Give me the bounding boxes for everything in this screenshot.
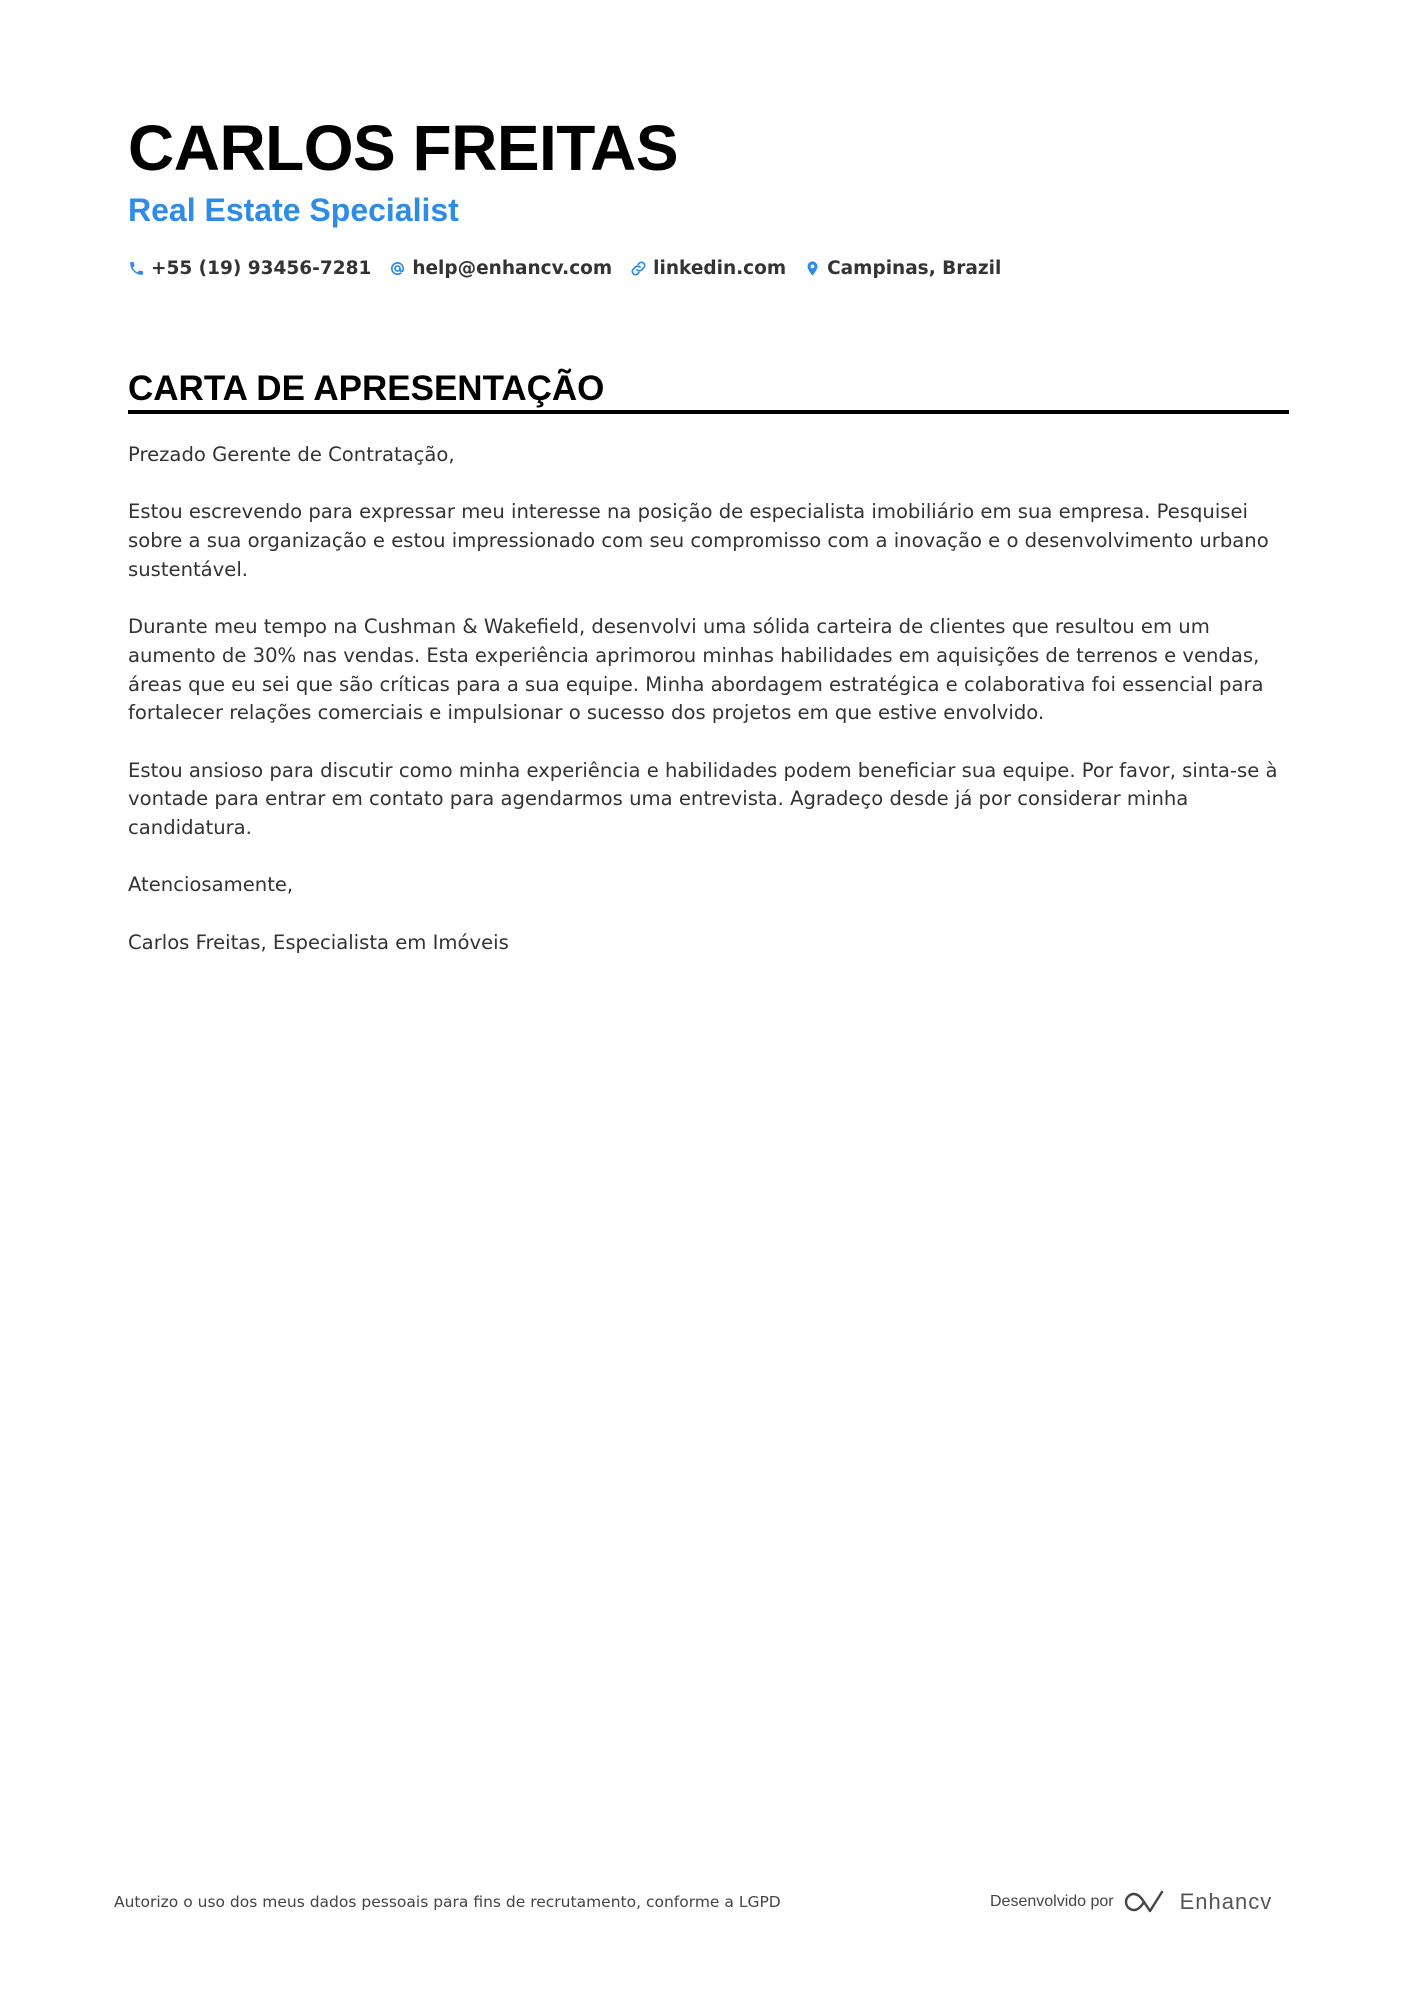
- candidate-name: CARLOS FREITAS: [128, 112, 679, 184]
- location-text: Campinas, Brazil: [827, 257, 1002, 279]
- powered-by-label: Desenvolvido por: [990, 1893, 1114, 1910]
- candidate-role: Real Estate Specialist: [128, 192, 459, 228]
- powered-by[interactable]: [990, 1885, 1272, 1919]
- letter-body: [128, 441, 1293, 986]
- consent-note: Autorizo o uso dos meus dados pessoais para fins de recrutamento, conforme a LGPD: [114, 1893, 781, 1911]
- enhancv-brand: Enhancv: [1179, 1889, 1273, 1914]
- letter-closing: Atenciosamente,: [128, 873, 294, 897]
- contact-bar: [128, 253, 1019, 283]
- phone-icon: [128, 260, 145, 277]
- contact-location: [804, 258, 1001, 279]
- section-title: CARTA DE APRESENTAÇÃO: [128, 369, 605, 408]
- linkedin-text[interactable]: linkedin.com: [653, 257, 787, 279]
- letter-signature: Carlos Freitas, Especialista em Imóveis: [128, 930, 509, 954]
- contact-linkedin[interactable]: [630, 258, 786, 279]
- section-divider: [128, 410, 1289, 414]
- at-icon: [389, 260, 406, 277]
- link-icon: [630, 260, 647, 277]
- contact-phone: [128, 258, 371, 279]
- email-text[interactable]: help@enhancv.com: [412, 257, 613, 279]
- phone-text: +55 (19) 93456-7281: [151, 257, 372, 279]
- letter-greeting: Prezado Gerente de Contratação,: [128, 443, 455, 466]
- letter-paragraph: Estou ansioso para discutir como minha experiência e habilidades podem beneficiar sua equipe. Por favor, sinta-se à vontade para entrar em contato para agendarmos uma entrevista. Agradeço desde já por considerar minha candidatura.: [128, 758, 1278, 840]
- enhancv-logo-icon: [1124, 1889, 1172, 1915]
- contact-email[interactable]: [389, 258, 612, 279]
- letter-paragraph: Estou escrevendo para expressar meu interesse na posição de especialista imobiliário em sua empresa. Pesquisei sobre a sua organização e estou impressionado com seu compromisso com a inovação e o desenvolvimento urbano sustentável.: [128, 500, 1269, 581]
- letter-paragraph: Durante meu tempo na Cushman & Wakefield, desenvolvi uma sólida carteira de clientes que resultou em um aumento de 30% nas vendas. Esta experiência aprimorou minhas habilidades em aquisições de terrenos e vendas, áreas que eu sei que são críticas para a sua equipe. Minha abordagem estratégica e colaborativa foi essencial para fortalecer relações comerciais e impulsionar o sucesso dos projetos em que estive envolvido.: [128, 615, 1264, 725]
- location-pin-icon: [804, 260, 821, 277]
